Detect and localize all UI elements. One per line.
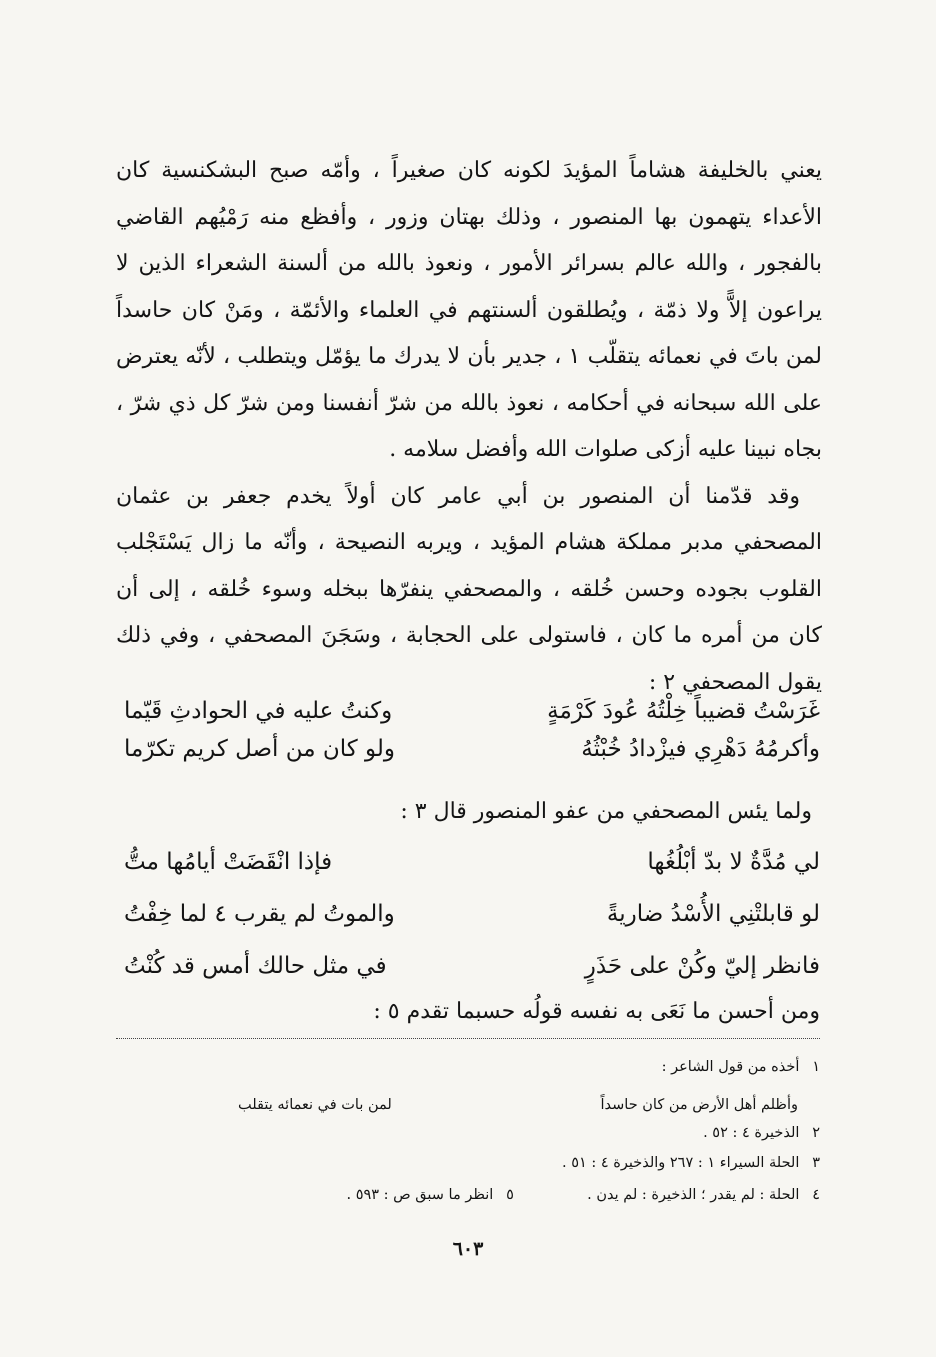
verse-first-hemistich: غَرَسْتُ قضيباً خِلْتُهُ عُودَ كَرْمَةٍ xyxy=(547,698,820,724)
verse-second-hemistich: في مثل حالك أمس قد كُنْتُ xyxy=(124,953,387,979)
verse-line xyxy=(124,730,820,768)
footnote-separator xyxy=(116,1038,820,1039)
footnote-number: ٣ xyxy=(812,1155,820,1171)
footnote-text: الذخيرة ٤ : ٥٢ . xyxy=(703,1125,800,1141)
verse-line xyxy=(124,836,820,888)
footnote-text: انظر ما سبق ص : ٥٩٣ . xyxy=(346,1187,494,1203)
footnote-2 xyxy=(116,1122,820,1144)
verse-first-hemistich: لي مُدَّةٌ لا بدّ أبْلُغُها xyxy=(647,849,820,875)
footnote-number: ٥ xyxy=(506,1187,514,1203)
verse-first-hemistich: وأظلم أهل الأرض من كان حاسداً xyxy=(600,1097,798,1113)
verse-first-hemistich: وأكرمُهُ دَهْرِي فيزْدادُ خُبْثُهُ xyxy=(581,736,820,762)
verse-line xyxy=(124,940,820,992)
footnote-3 xyxy=(116,1152,820,1174)
footnote-number: ١ xyxy=(812,1059,820,1075)
footnote-text: أخذه من قول الشاعر : xyxy=(661,1059,800,1075)
footnote-1-verse xyxy=(116,1094,820,1116)
intro-line-1: ولما يئس المصحفي من عفو المنصور قال ٣ : xyxy=(400,799,812,824)
verse-first-hemistich: لو قابلتْنِي الأُسْدُ ضاريةً xyxy=(606,901,820,927)
verse-second-hemistich: وكنتُ عليه في الحوادثِ قَيّما xyxy=(124,698,393,724)
footnote-number: ٢ xyxy=(812,1125,820,1141)
verse-line xyxy=(124,888,820,940)
poem-2 xyxy=(124,836,820,992)
footnote-text: الحلة السيراء ١ : ٢٦٧ والذخيرة ٤ : ٥١ . xyxy=(561,1155,800,1171)
footnote-1 xyxy=(116,1056,820,1078)
footnote-number: ٤ xyxy=(812,1187,820,1203)
footnote-4-5 xyxy=(116,1184,820,1206)
paragraph-1: يعني بالخليفة هشاماً المؤيدَ لكونه كان صغيراً ، وأمّه صبح البشكنسية كان الأعداء يتهمون بها المنصور ، وذلك بهتان وزور ، وأفظع منه رَمْيُهم القاضي بالفجور ، والله عالم بسرائر الأمور ، ونعوذ بالله من ألسنة الشعراء الذين لا يراعون إلاًّ ولا ذمّة ، ويُطلقون ألسنتهم في العلماء والأئمّة ، ومَنْ كان حاسداً لمن باتَ في نعمائه يتقلّب ١ ، جدير بأن لا يدرك ما يؤمّل ويتطلب ، لأنّه يعترض على الله سبحانه في أحكامه ، نعوذ بالله من شرّ أنفسنا ومن شرّ كل ذي شرّ ، بجاه نبينا عليه أزكى صلوات الله وأفضل سلامه . xyxy=(116,158,822,462)
verse-second-hemistich: فإذا انْقَضَتْ أيامُها متُّ xyxy=(124,849,333,875)
page-number: ٦٠٣ xyxy=(452,1238,484,1260)
verse-second-hemistich: والموتُ لم يقرب ٤ لما خِفْتُ xyxy=(124,901,395,927)
paragraph-2: وقد قدّمنا أن المنصور بن أبي عامر كان أولاً يخدم جعفر بن عثمان المصحفي مدبر مملكة هشام المؤيد ، ويربه النصيحة ، وأنّه ما زال يَسْتَجْلب القلوب بجوده وحسن خُلقه ، والمصحفي ينفرّها ببخله وسوء خُلقه ، إلى أن كان من أمره ما كان ، فاستولى على الحجابة ، وسَجَنَ المصحفي ، وفي ذلك يقول المصحفي ٢ : xyxy=(116,483,822,695)
poem-1 xyxy=(124,692,820,768)
footnote-text: الحلة : لم يقدر ؛ الذخيرة : لم يدن . xyxy=(587,1187,800,1203)
verse-second-hemistich: ولو كان من أصل كريم تكرّما xyxy=(124,736,396,762)
verse-second-hemistich: لمن بات في نعمائه يتقلب xyxy=(238,1097,392,1113)
intro-line-2: ومن أحسن ما نَعَى به نفسه قولُه حسبما تقدم ٥ : xyxy=(373,999,820,1024)
verse-line xyxy=(124,692,820,730)
verse-first-hemistich: فانظر إليّ وكُنْ على حَذَرٍ xyxy=(584,953,820,979)
main-text xyxy=(116,148,822,706)
